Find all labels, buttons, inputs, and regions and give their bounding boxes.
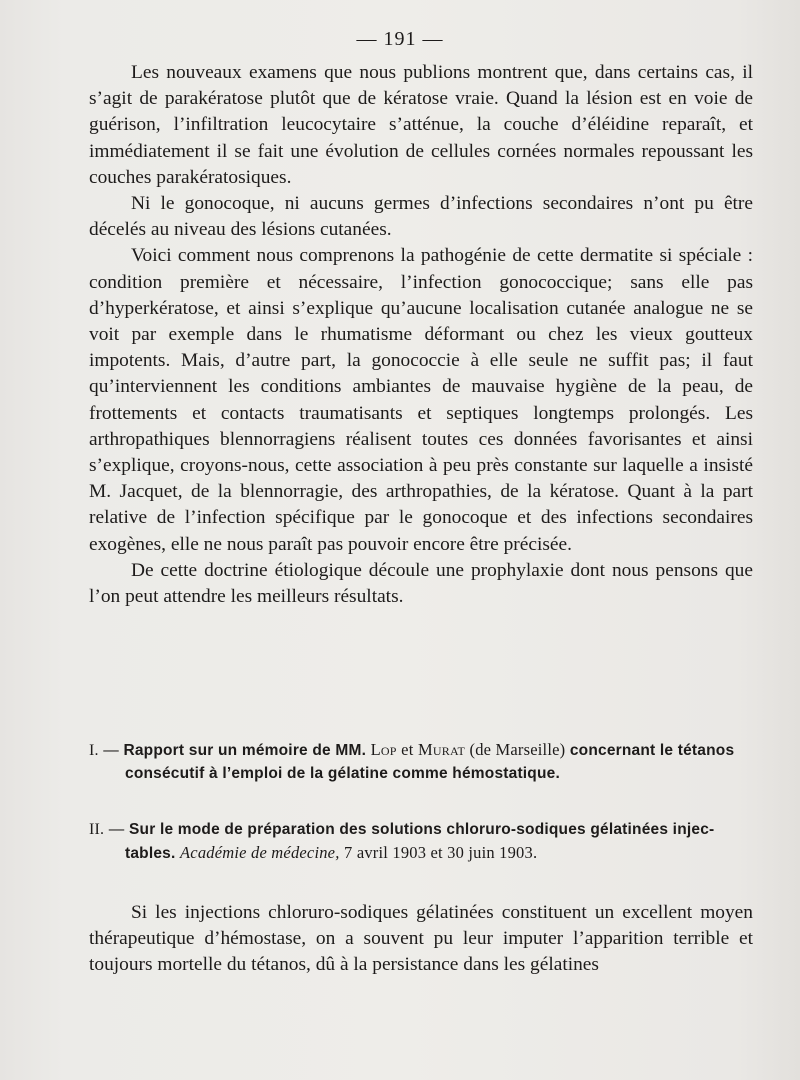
reference-title: concernant le tétanos [569,742,735,759]
reference-author: Murat [418,740,466,759]
reference-city: (de Marseille) [469,740,566,759]
reference-title: tables. [125,845,176,862]
reference-numeral: I. [89,742,99,759]
reference-author: Lop [370,740,397,759]
reference-dash: — [103,742,119,759]
reference-title: Rapport sur un mémoire de MM. [123,742,367,759]
main-text-block [89,60,753,610]
reference-numeral: II. [89,821,105,838]
paragraph-prophylaxie: De cette doctrine étiologique découle une prophylaxie dont nous pensons que l’on peut attendre les meilleurs résultats. [89,559,753,608]
paragraph-pathogenie: Voici comment nous comprenons la pathogénie de cette dermatite si spéciale : condition première et nécessaire, l’infection gonococcique; sans elle pas d’hyperkératose, et ainsi s’explique qu’aucune localisation cutanée analogue ne se voit par exemple dans le rhumatisme déformant ou chez les vieux goutteux impotents. Mais, d’autre part, la gonococcie à elle seule ne suffit pas; il faut qu’interviennent les conditions ambiantes de mauvaise hygiène de la peau, de frottements et contacts traumatisants et septiques longtemps prolongés. Les arthropathiques blennorragiens réalisent toutes ces données favorisantes et ainsi s’explique, croyons-nous, cette association à peu près constante sur laquelle a insisté M. Jacquet, de la blennorragie, des arthropathies, de la kératose. Quant à la part relative de l’infection spécifique par le gonocoque et des infections secondaires exogènes, elle ne nous paraît pas pouvoir encore être précisée. [89,245,753,555]
paragraph-tetanos: Si les injections chloruro-sodiques gélatinées constituent un excellent moyen thérapeutique d’hémostase, on a souvent pu leur imputer l’apparition terrible et toujours mortelle du tétanos, dû à la persistance dans les gélatines [89,902,753,976]
reference-title-continuation [89,841,753,865]
paragraph-gonocoque: Ni le gonocoque, ni aucuns germes d’infections secondaires n’ont pu être décelés au niveau des lésions cutanées. [89,193,753,241]
reference-title: Sur le mode de préparation des solutions chloruro-sodiques gélatinées injec- [129,821,715,838]
reference-conjunction: et [401,740,414,759]
paragraph-parakeratose: Les nouveaux examens que nous publions montrent que, dans certains cas, il s’agit de parakératose plutôt que de kératose vraie. Quand la lésion est en voie de guérison, l’infiltration leucocytaire s’atténue, la couche d’éléidine reparaît, et immédiatement il se fait une évolution de cellules cornées normales repoussant les couches parakératosiques. [89,62,753,188]
reference-entry-2 [89,818,753,865]
reference-venue: Académie de médecine, [180,843,340,862]
reference-dash: — [108,821,125,838]
page-number: — 191 — [356,28,444,50]
reference-entry-1 [89,738,753,785]
closing-text-block [89,900,753,979]
reference-title-continuation: consécutif à l’emploi de la gélatine comme hémostatique. [125,765,560,782]
reference-dates: 7 avril 1903 et 30 juin 1903. [344,843,538,862]
